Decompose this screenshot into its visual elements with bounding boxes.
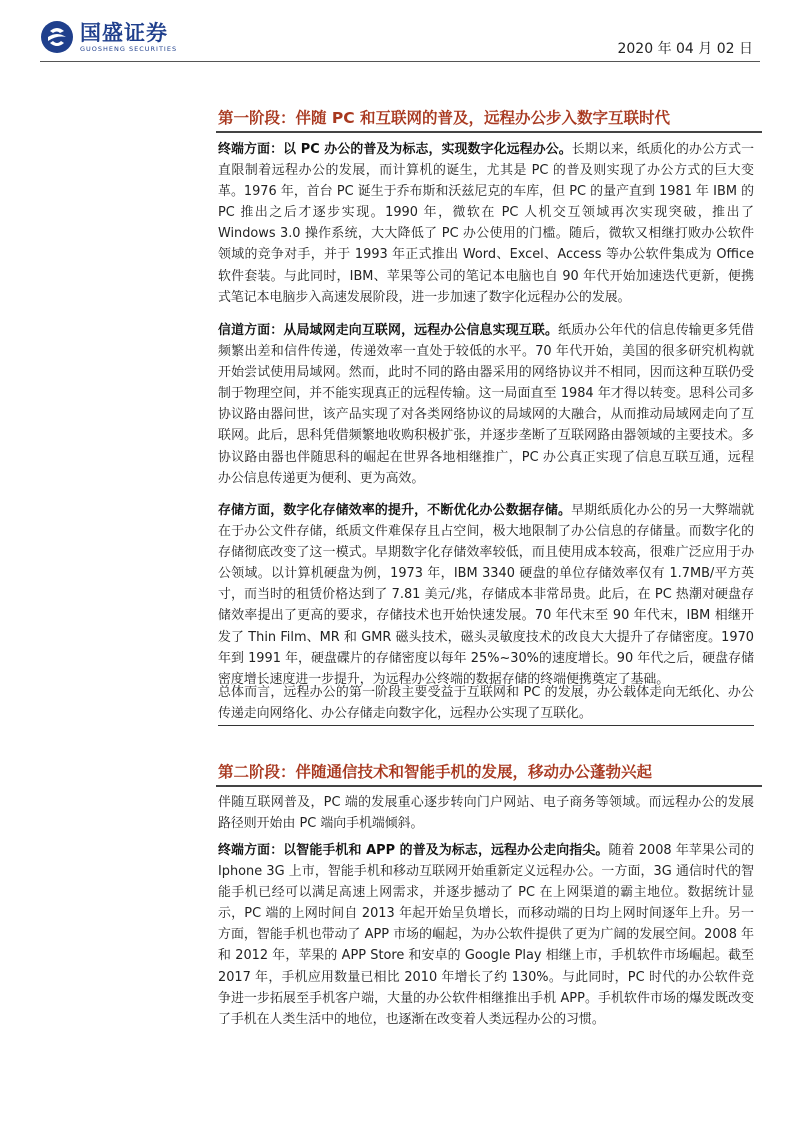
section1-terminal-paragraph xyxy=(218,139,754,308)
section1-storage-paragraph xyxy=(218,500,754,690)
section1-summary: 总体而言，远程办公的第一阶段主要受益于互联网和 PC 的发展，办公载体走向无纸化、办公传递走向网络化、办公存储走向数字化，远程办公实现了互联化。 xyxy=(218,682,754,726)
paragraph-body: 随着 2008 年苹果公司的 Iphone 3G 上市，智能手机和移动互联网开始重新定义远程办公。一方面，3G 通信时代的智能手机已经可以满足高速上网需求，并逐步撼动了 PC 在上网渠道的霸主地位。数据统计显示，PC 端的上网时间自 2013 年起开始呈负增长，而移动端的日均上网时间逐年上升。另一方面，智能手机也带动了 APP 市场的崛起，为办公软件提供了更为广阔的发展空间。2008 年和 2012 年，苹果的 APP Store 和安卓的 Google Play 相继上市，手机软件市场崛起。截至 2017 年，手机应用数量已相比 2010 年增长了约 130%。与此同时，PC 时代的办公软件竞争进一步拓展至手机客户端，大量的办公软件相继推出手机 APP。手机软件市场的爆发既改变了手机在人类生活中的地位，也逐渐在改变着人类远程办公的习惯。 xyxy=(218,843,754,1027)
section1-title-underline xyxy=(216,131,762,133)
section2-intro-paragraph: 伴随互联网普及，PC 端的发展重心逐步转向门户网站、电子商务等领域。而远程办公的发展路径则开始由 PC 端向手机端倾斜。 xyxy=(218,795,754,832)
logo-chinese-name: 国盛证券 xyxy=(80,20,168,45)
page-header xyxy=(0,0,800,62)
paragraph-lead: 存储方面，数字化存储效率的提升，不断优化办公数据存储。 xyxy=(218,503,572,518)
paragraph-body: 长期以来，纸质化的办公方式一直限制着远程办公的发展，而计算机的诞生，尤其是 PC 的普及则实现了办公方式的巨大变革。1976 年，首台 PC 诞生于乔布斯和沃兹尼克的车库，但 PC 的量产直到 1981 年 IBM 的 PC 推出之后才逐步实现。1990 年，微软在 PC 人机交互领域再次实现突破，推出了 Windows 3.0 操作系统，大大降低了 PC 办公使用的门槛。随后，微软又相继打败办公软件领域的竞争对手，并于 1993 年正式推出 Word、Excel、Access 等办公软件集成为 Office 软件套装。与此同时，IBM、苹果等公司的笔记本电脑也自 90 年代开始加速迭代更新，便携式笔记本电脑步入高速发展阶段，进一步加速了数字化远程办公的发展。 xyxy=(218,142,754,305)
section2-title: 第二阶段：伴随通信技术和智能手机的发展，移动办公蓬勃兴起 xyxy=(218,763,653,781)
report-date: 2020 年 04 月 02 日 xyxy=(617,41,753,57)
paragraph-lead: 终端方面：以 PC 办公的普及为标志，实现数字化远程办公。 xyxy=(218,142,572,157)
paragraph-lead: 终端方面：以智能手机和 APP 的普及为标志，远程办公走向指尖。 xyxy=(218,843,609,858)
section1-title: 第一阶段：伴随 PC 和互联网的普及，远程办公步入数字互联时代 xyxy=(218,109,671,127)
paragraph-body: 纸质办公年代的信息传输更多凭借频繁出差和信件传递，传递效率一直处于较低的水平。70 年代开始，美国的很多研究机构就开始尝试使用局域网。然而，此时不同的路由器采用的网络协议并不相同，因而这种互联仍受制于物理空间，并不能实现真正的远程传输。这一局面直至 1984 年才得以转变。思科公司多协议路由器问世，该产品实现了对各类网络协议的局域网的大融合，从而推动局域网走向了互联网。此后，思科凭借频繁地收购积极扩张，并逐步垄断了互联网路由器领域的主要技术。多协议路由器也伴随思科的崛起在世界各地相继推广，PC 办公真正实现了信息互联互通，远程办公信息传递更为便利、更为高效。 xyxy=(218,323,755,486)
section1-channel-paragraph xyxy=(218,320,754,489)
paragraph-body: 早期纸质化办公的另一大弊端就在于办公文件存储，纸质文件难保存且占空间，极大地限制了办公信息的存储量。而数字化的存储彻底改变了这一模式。早期数字化存储效率较低，而且使用成本较高，很难广泛应用于办公领域。以计算机硬盘为例，1973 年，IBM 3340 硬盘的单位存储效率仅有 1.7MB/平方英寸，而当时的租赁价格达到了 7.81 美元/兆，存储成本非常昂贵。此后，在 PC 热潮对硬盘存储效率提出了更高的要求，存储技术也开始快速发展。70 年代末至 90 年代末，IBM 相继开发了 Thin Film、MR 和 GMR 磁头技术，磁头灵敏度技术的改良大大提升了存储密度。1970 年到 1991 年，硬盘碟片的存储密度以每年 25%~30%的速度增长。90 年代之后，硬盘存储密度增长速度进一步提升，为远程办公终端的数据存储的终端便携奠定了基础。 xyxy=(218,503,755,687)
logo-english-name: GUOSHENG SECURITIES xyxy=(80,44,178,53)
section2-title-underline xyxy=(216,785,762,787)
guosheng-logo-icon xyxy=(40,20,74,54)
section2-terminal-paragraph xyxy=(218,840,754,1030)
company-logo xyxy=(40,20,177,54)
paragraph-lead: 信道方面：从局域网走向互联网，远程办公信息实现互联。 xyxy=(218,323,559,338)
header-divider xyxy=(40,61,760,62)
